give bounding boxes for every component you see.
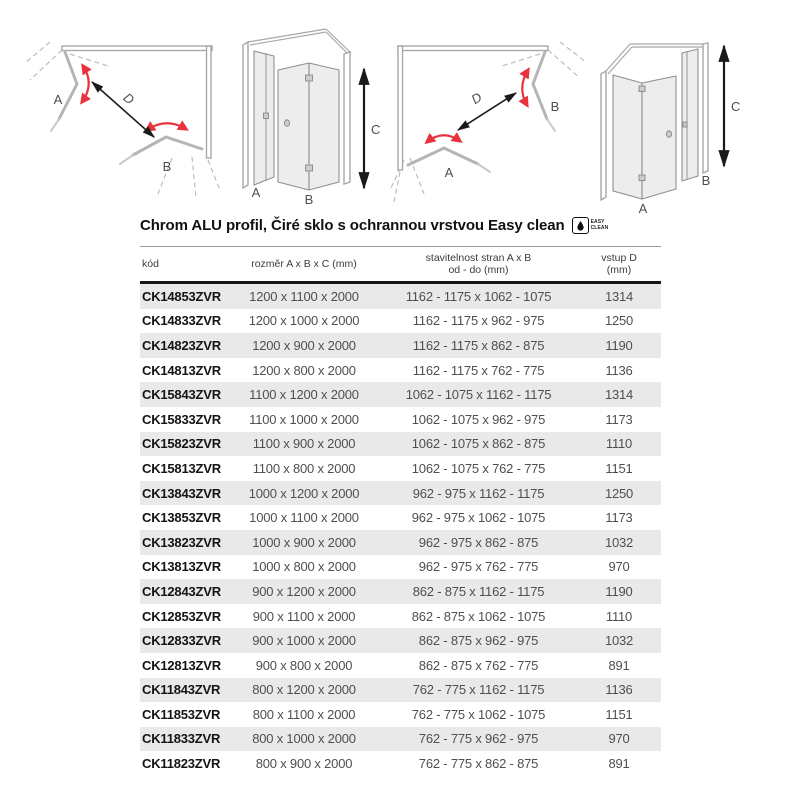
cell-entry: 1250 — [604, 485, 634, 501]
cell-size: 1100 x 1000 x 2000 — [249, 411, 359, 427]
cell-entry: 1032 — [604, 633, 634, 649]
cell-code: CK15843ZVR — [142, 387, 221, 403]
door-b-panel — [682, 49, 698, 181]
cell-size: 1000 x 900 x 2000 — [252, 534, 356, 550]
spec-table-body — [140, 283, 661, 776]
cell-code: CK13813ZVR — [142, 559, 221, 575]
table-row — [140, 481, 661, 506]
cell-entry: 1110 — [605, 608, 633, 624]
cell-size: 800 x 1100 x 2000 — [252, 706, 356, 722]
table-row — [140, 604, 661, 629]
table-row — [140, 702, 661, 727]
cell-code: CK13843ZVR — [142, 485, 221, 501]
cell-size: 1100 x 900 x 2000 — [252, 436, 356, 452]
hinge-icon — [306, 75, 313, 81]
table-row — [140, 751, 661, 776]
cell-code: CK12843ZVR — [142, 583, 221, 599]
wall-top — [398, 46, 548, 51]
cell-code: CK14813ZVR — [142, 362, 221, 378]
cell-range: 1062 - 1075 x 1162 - 1175 — [405, 387, 552, 403]
cell-entry: 891 — [608, 657, 630, 673]
hinge-icon — [264, 113, 269, 119]
cell-size: 1000 x 800 x 2000 — [252, 559, 356, 575]
cell-code: CK13853ZVR — [142, 510, 221, 526]
cell-size: 1200 x 1000 x 2000 — [248, 313, 360, 329]
door-swing-dash — [208, 160, 220, 190]
wall-left — [398, 46, 403, 170]
cell-range: 862 - 875 x 1062 - 1075 — [411, 608, 546, 624]
cell-code: CK15813ZVR — [142, 460, 221, 476]
cell-code: CK15833ZVR — [142, 411, 221, 427]
door-b-fold — [133, 137, 202, 155]
door-a-panel-right — [642, 76, 676, 199]
label-b: B — [701, 173, 711, 188]
wall-profile-left — [243, 42, 248, 188]
pivot-arrow-b-icon — [147, 123, 186, 130]
plan-view-right-diagram — [390, 18, 590, 208]
cell-size: 1000 x 1200 x 2000 — [248, 485, 360, 501]
wall-profile-right — [344, 52, 350, 184]
pivot-arrow-a-icon — [82, 66, 89, 102]
cell-entry: 1151 — [605, 706, 633, 722]
cell-size: 1100 x 800 x 2000 — [252, 460, 356, 476]
plan-view-left-diagram — [20, 18, 230, 208]
cell-size: 1100 x 1200 x 2000 — [249, 387, 359, 403]
table-row — [140, 333, 661, 358]
cell-range: 1162 - 1175 x 1062 - 1075 — [405, 288, 552, 304]
pivot-arrow-a-icon — [427, 135, 460, 142]
section-header — [140, 217, 608, 234]
cell-size: 800 x 900 x 2000 — [255, 756, 353, 772]
easy-clean-label: EASY CLEAN — [590, 218, 609, 231]
label-b: B — [162, 159, 172, 174]
section-title: Chrom ALU profil, Čiré sklo s ochrannou vrstvou Easy clean — [140, 217, 565, 234]
cell-range: 1062 - 1075 x 962 - 975 — [411, 411, 546, 427]
cell-range: 962 - 975 x 862 - 875 — [418, 534, 539, 550]
cell-range: 762 - 775 x 862 - 875 — [418, 756, 539, 772]
cell-entry: 891 — [608, 756, 630, 772]
cell-size: 1200 x 900 x 2000 — [252, 337, 356, 353]
entry-dimension-arrow — [458, 93, 516, 130]
header-range: stavitelnost stran A x B od - do (mm) — [380, 247, 577, 283]
hinge-icon — [639, 86, 645, 92]
door-a-panel-left — [613, 75, 642, 199]
cell-size: 900 x 1100 x 2000 — [252, 608, 356, 624]
door-swing-dash — [560, 42, 586, 62]
cell-entry: 1250 — [604, 313, 634, 329]
cell-size: 800 x 1000 x 2000 — [252, 731, 356, 747]
cell-code: CK14833ZVR — [142, 313, 221, 329]
label-d: D — [120, 89, 138, 108]
cell-entry: 1136 — [605, 682, 633, 698]
cell-entry: 1110 — [605, 436, 633, 452]
table-row — [140, 678, 661, 703]
easy-clean-badge — [572, 217, 609, 234]
water-drop-icon — [572, 217, 589, 234]
label-a: A — [444, 165, 454, 180]
cell-entry: 1151 — [605, 460, 633, 476]
cell-code: CK12853ZVR — [142, 608, 221, 624]
iso-view-right-diagram — [590, 18, 780, 218]
frame-edge — [326, 29, 351, 53]
hinge-icon — [306, 165, 313, 171]
frame-edge — [608, 47, 632, 74]
cell-entry: 1190 — [605, 583, 633, 599]
cell-range: 1162 - 1175 x 862 - 875 — [412, 337, 545, 353]
table-row — [140, 432, 661, 457]
table-row — [140, 579, 661, 604]
table-row — [140, 628, 661, 653]
table-row — [140, 309, 661, 334]
door-b-fold — [533, 52, 547, 119]
wall-profile-right — [703, 43, 708, 173]
label-d: D — [468, 89, 485, 108]
table-row — [140, 283, 661, 309]
cell-entry: 1173 — [605, 411, 633, 427]
wall-right — [207, 46, 212, 158]
door-b-edge — [120, 155, 133, 164]
cell-entry: 1190 — [605, 337, 633, 353]
cell-range: 762 - 775 x 1162 - 1175 — [412, 682, 545, 698]
table-header-row — [140, 247, 661, 283]
cell-range: 762 - 775 x 962 - 975 — [418, 731, 539, 747]
header-code: kód — [140, 247, 228, 283]
handle-icon — [666, 131, 671, 137]
header-entry: vstup D (mm) — [577, 247, 661, 283]
hinge-icon — [683, 122, 687, 127]
table-row — [140, 530, 661, 555]
cell-range: 862 - 875 x 962 - 975 — [418, 633, 539, 649]
table-row — [140, 358, 661, 383]
table-row — [140, 407, 661, 432]
cell-range: 962 - 975 x 1162 - 1175 — [412, 485, 545, 501]
wall-top — [62, 46, 212, 51]
cell-entry: 1314 — [604, 387, 634, 403]
cell-size: 900 x 800 x 2000 — [255, 657, 353, 673]
door-a-fold — [408, 148, 478, 165]
table-row — [140, 505, 661, 530]
frame-edge — [248, 29, 326, 42]
cell-code: CK11843ZVR — [142, 682, 221, 698]
door-swing-dash — [24, 42, 50, 64]
cell-code: CK11823ZVR — [142, 756, 221, 772]
door-a-edge — [478, 164, 490, 172]
door-b-panel-left — [278, 63, 309, 190]
cell-code: CK11833ZVR — [142, 731, 221, 747]
cell-range: 1162 - 1175 x 762 - 775 — [412, 362, 545, 378]
cell-range: 962 - 975 x 762 - 775 — [418, 559, 539, 575]
cell-range: 1062 - 1075 x 762 - 775 — [411, 460, 546, 476]
door-swing-dash — [502, 54, 540, 66]
label-a: A — [638, 201, 648, 216]
cell-entry: 970 — [608, 731, 630, 747]
label-b: B — [550, 99, 560, 114]
label-b: B — [304, 192, 314, 207]
cell-entry: 970 — [608, 559, 630, 575]
table-row — [140, 382, 661, 407]
spec-table — [140, 246, 661, 776]
frame-edge — [250, 32, 326, 45]
cell-range: 1062 - 1075 x 862 - 875 — [411, 436, 546, 452]
cell-range: 962 - 975 x 1062 - 1075 — [411, 510, 546, 526]
door-swing-dash — [192, 157, 196, 198]
cell-entry: 1173 — [605, 510, 633, 526]
table-row — [140, 555, 661, 580]
frame-edge — [326, 32, 349, 55]
table-row — [140, 727, 661, 752]
wall-profile-left — [601, 71, 606, 200]
door-b-edge — [547, 119, 555, 131]
cell-code: CK15823ZVR — [142, 436, 221, 452]
cell-range: 862 - 875 x 762 - 775 — [418, 657, 539, 673]
cell-entry: 1314 — [604, 288, 634, 304]
cell-entry: 1136 — [605, 362, 633, 378]
cell-entry: 1032 — [604, 534, 634, 550]
cell-size: 900 x 1200 x 2000 — [252, 583, 356, 599]
door-swing-dash — [70, 54, 108, 66]
cell-code: CK12813ZVR — [142, 657, 221, 673]
cell-code: CK11853ZVR — [142, 706, 221, 722]
label-a: A — [251, 185, 261, 200]
table-row — [140, 653, 661, 678]
label-c: C — [731, 99, 741, 114]
cell-size: 800 x 1200 x 2000 — [252, 682, 356, 698]
entry-dimension-arrow — [92, 82, 154, 137]
label-a: A — [53, 92, 63, 107]
door-swing-dash — [394, 172, 400, 202]
door-a-fold — [59, 52, 77, 119]
cell-size: 900 x 1000 x 2000 — [252, 633, 356, 649]
pivot-arrow-b-icon — [522, 70, 528, 105]
cell-code: CK14853ZVR — [142, 288, 221, 304]
cell-size: 1200 x 800 x 2000 — [252, 362, 356, 378]
cell-code: CK13823ZVR — [142, 534, 221, 550]
cell-code: CK14823ZVR — [142, 337, 221, 353]
cell-code: CK12833ZVR — [142, 633, 221, 649]
frame-edge — [606, 44, 630, 71]
cell-range: 762 - 775 x 1062 - 1075 — [411, 706, 546, 722]
handle-icon — [284, 120, 289, 126]
label-c: C — [371, 122, 381, 137]
door-a-edge — [51, 119, 59, 131]
cell-size: 1000 x 1100 x 2000 — [249, 510, 359, 526]
cell-range: 862 - 875 x 1162 - 1175 — [412, 583, 545, 599]
iso-view-left-diagram — [230, 20, 390, 210]
cell-size: 1200 x 1100 x 2000 — [249, 288, 359, 304]
cell-range: 1162 - 1175 x 962 - 975 — [412, 313, 545, 329]
door-b-panel-right — [309, 63, 339, 190]
header-size: rozměr A x B x C (mm) — [228, 247, 380, 283]
hinge-icon — [639, 175, 645, 181]
table-row — [140, 456, 661, 481]
